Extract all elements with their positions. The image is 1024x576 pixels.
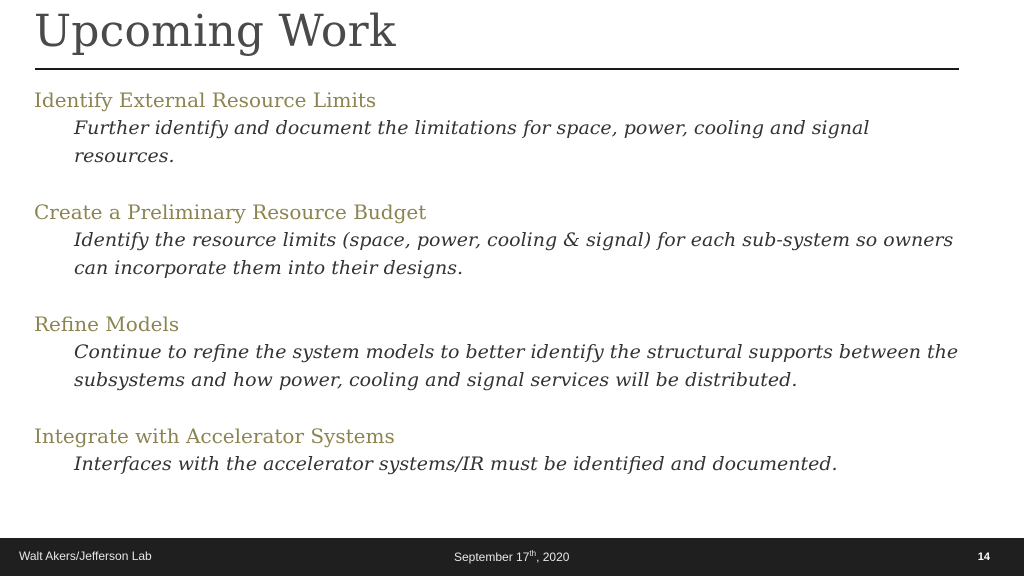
section-heading: Integrate with Accelerator Systems: [34, 424, 395, 448]
section-external-resource-limits: [34, 86, 974, 170]
section-description: Continue to refine the system models to better identify the structural supports between the subsystems and how power, cooling and signal services will be distributed.: [74, 341, 959, 391]
section-description: Interfaces with the accelerator systems/IR must be identified and documented.: [74, 453, 838, 475]
section-heading: Identify External Resource Limits: [34, 88, 377, 112]
footer-date: [454, 549, 569, 564]
footer-date-text: September 17: [454, 550, 530, 564]
footer-date-ordinal: th: [529, 549, 537, 558]
page-number: 14: [977, 551, 990, 563]
section-resource-budget: [34, 198, 974, 282]
section-heading: Refine Models: [34, 312, 180, 336]
slide-body: [34, 86, 974, 506]
section-refine-models: [34, 310, 974, 394]
title-divider: [35, 68, 959, 70]
section-description: Identify the resource limits (space, power, cooling & signal) for each sub-system so owners can incorporate them into their designs.: [74, 229, 954, 279]
section-description: Further identify and document the limitations for space, power, cooling and signal resources.: [74, 117, 870, 167]
footer-bar: [0, 538, 1024, 576]
section-accelerator-systems: [34, 422, 974, 478]
section-heading: Create a Preliminary Resource Budget: [34, 200, 427, 224]
footer-author: Walt Akers/Jefferson Lab: [19, 549, 152, 563]
footer-date-year: , 2020: [536, 550, 570, 564]
page-title: Upcoming Work: [34, 6, 396, 57]
